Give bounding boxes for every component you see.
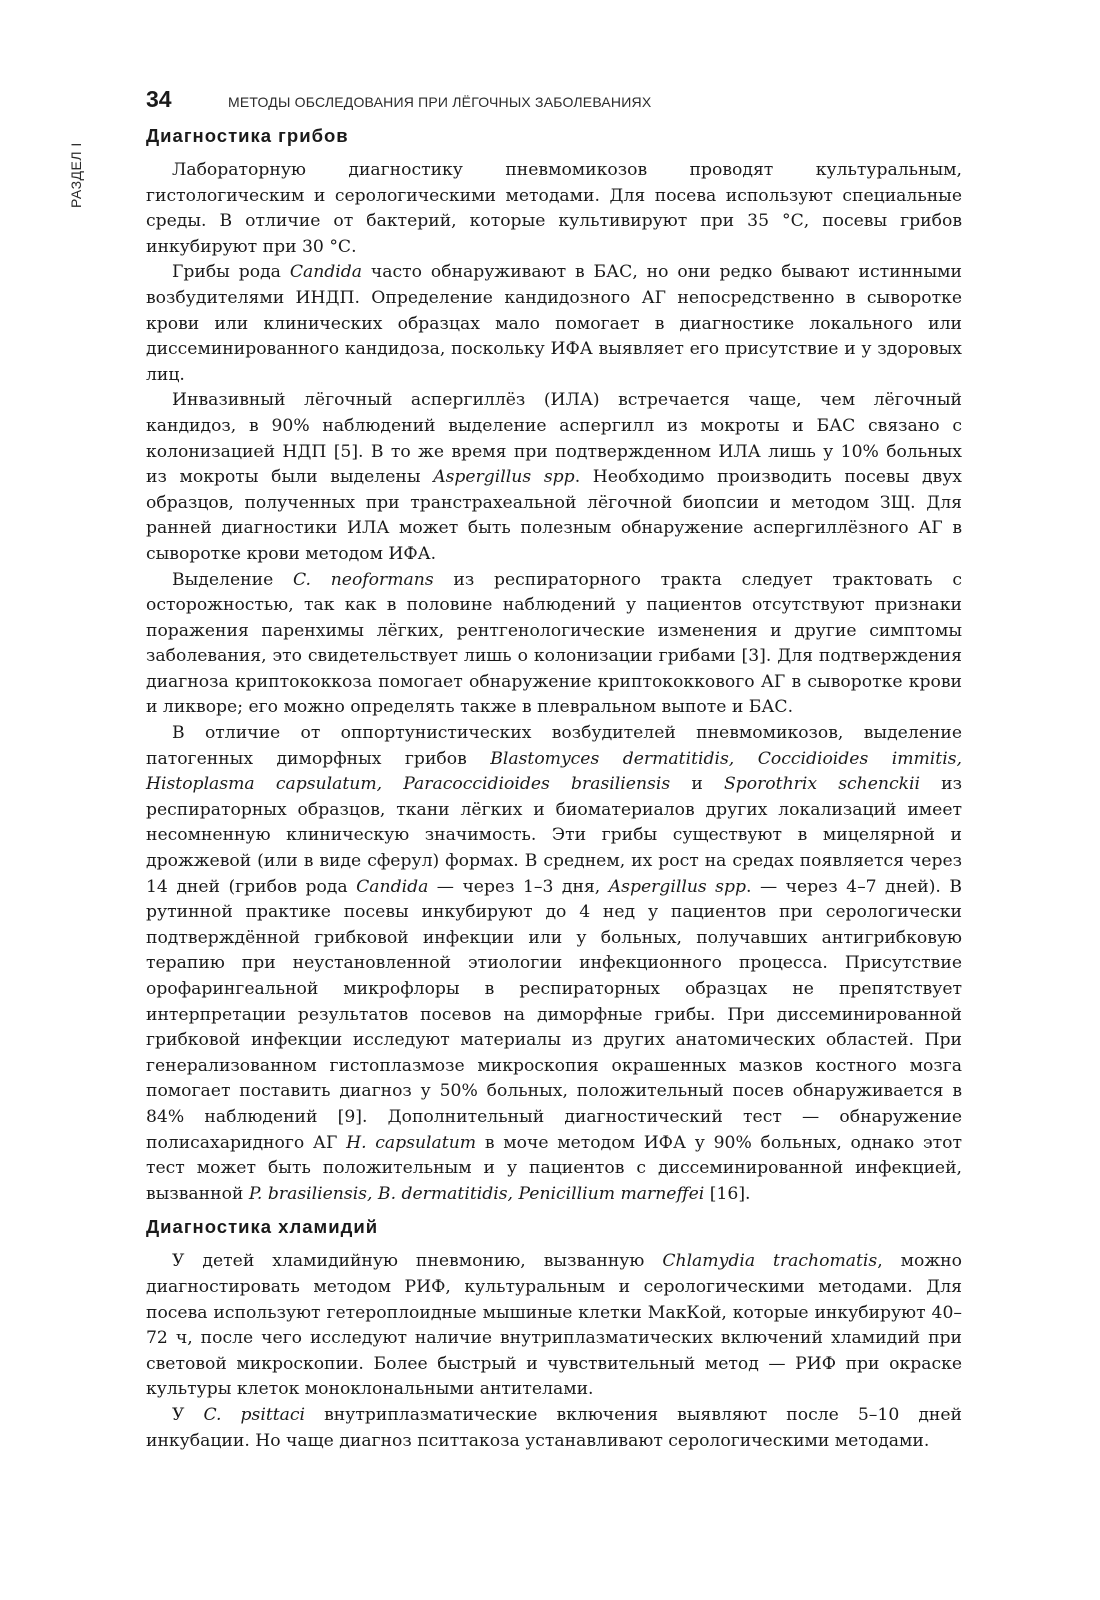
italic-text-run: Chlamydia trachomatis	[662, 1251, 878, 1272]
text-run: и	[670, 774, 724, 795]
page-body	[146, 124, 962, 1454]
section-heading: Диагностика грибов	[146, 125, 349, 146]
text-run: — через 1–3 дня,	[428, 876, 609, 897]
text-run: внутриплазматические включения выявляют после 5–10 дней инкубации. Но чаще диагноз пситтакоза устанавливают серологическими методами.	[146, 1404, 962, 1451]
text-run: . — через 4–7 дней). В рутинной практике посевы инкубируют до 4 нед у пациентов при серологически подтверждённой грибковой инфекции или у больных, получавших антигрибковую терапию при неустановленной этиологии инфекционного процесса. Присутствие орофарингеальной микрофлоры в респираторных образцах не препятствует интерпретации результатов посевов на диморфные грибы. При диссеминированной грибковой инфекции исследуют материалы из других анатомических областей. При генерализованном гистоплазмозе микроскопия окрашенных мазков костного мозга помогает поставить диагноз у 50% больных, положительный посев обнаруживается в 84% наблюдений [9]. Дополнительный диагностический тест — обнаружение полисахаридного АГ	[146, 876, 962, 1153]
text-run: из респираторного тракта следует трактовать с осторожностью, так как в половине наблюдений у пациентов отсутствуют признаки поражения паренхимы лёгких, рентгенологические изменения и другие симптомы заболевания, это свидетельствует лишь о колонизации грибами [3]. Для подтверждения диагноза криптококкоза помогает обнаружение криптококкового АГ в сыворотке крови и ликворе; его можно определять также в плевральном выпоте и БАС.	[146, 569, 962, 718]
text-run: Инвазивный лёгочный аспергиллёз (ИЛА) встречается чаще, чем лёгочный кандидоз, в 90% наблюдений выделение аспергилл из мокроты и БАС связано с колонизацией НДП [5]. В то же время при подтвержденном ИЛА лишь у 10% больных из мокроты были выделены	[146, 390, 962, 488]
italic-text-run: P. brasiliensis, B. dermatitidis, Penicillium marneffei	[248, 1183, 705, 1204]
body-paragraph	[146, 568, 962, 722]
text-run: Лабораторную диагностику пневмомикозов проводят культуральным, гистологическим и серологическими методами. Для посева используют специальные среды. В отличие от бактерий, которые культивируют при 35 °С, посевы грибов инкубируют при 30 °С.	[146, 160, 962, 257]
body-paragraph	[146, 158, 962, 260]
text-run: У	[172, 1404, 204, 1425]
italic-text-run: H. capsulatum	[346, 1132, 477, 1153]
text-run: , можно диагностировать методом РИФ, культуральным и серологическими методами. Для посева используют гетероплоидные мышиные клетки МакКой, которые инкубируют 40–72 ч, после чего исследуют наличие внутриплазматических включений хламидий при световой микроскопии. Более быстрый и чувствительный метод — РИФ при окраске культуры клеток моноклональными антителами.	[146, 1251, 962, 1400]
italic-text-run: Candida	[289, 262, 363, 283]
text-run: [16].	[704, 1183, 751, 1204]
body-paragraph	[146, 388, 962, 567]
text-run: . Необходимо производить посевы двух образцов, полученных при транстрахеальной лёгочной биопсии и методом ЗЩ. Для ранней диагностики ИЛА может быть полезным обнаружение аспергиллёзного АГ в сыворотке крови методом ИФА.	[146, 467, 963, 564]
text-run: Выделение	[172, 569, 293, 590]
section-heading: Диагностика хламидий	[146, 1216, 379, 1238]
italic-text-run: C. psittaci	[203, 1404, 306, 1425]
italic-text-run: Sporothrix schenckii	[723, 774, 921, 795]
body-paragraph	[146, 1403, 962, 1454]
body-paragraph	[146, 260, 962, 388]
body-paragraph	[146, 721, 962, 1207]
running-header	[146, 86, 966, 116]
text-run: часто обнаруживают в БАС, но они редко бывают истинными возбудителями ИНДП. Определение кандидозного АГ непосредственно в сыворотке крови или клинических образцах мало помогает в диагностике локального или диссеминированного кандидоза, поскольку ИФА выявляет его присутствие и у здоровых лиц.	[146, 262, 962, 385]
text-run: У детей хламидийную пневмонию, вызванную	[172, 1251, 663, 1272]
text-run: Грибы рода	[172, 262, 290, 283]
page-number: 34	[146, 86, 172, 112]
text-run: из респираторных образцов, ткани лёгких и биоматериалов других локализаций имеет несомненную клиническую значимость. Эти грибы существуют в мицелярной и дрожжевой (или в виде сферул) формах. В среднем, их рост на средах появляется через 14 дней (грибов рода	[146, 774, 963, 897]
italic-text-run: Aspergillus spp	[608, 876, 747, 897]
italic-text-run: Blastomyces dermatitidis, Coccidioides immitis, Histoplasma capsulatum, Paracoccidioides brasiliensis	[146, 748, 962, 795]
body-paragraph	[146, 1249, 962, 1403]
running-title: МЕТОДЫ ОБСЛЕДОВАНИЯ ПРИ ЛЁГОЧНЫХ ЗАБОЛЕВАНИЯХ	[228, 94, 652, 110]
text-run: в моче методом ИФА у 90% больных, однако этот тест может быть положительным и у пациентов с диссеминированной инфекцией, вызванной	[146, 1132, 963, 1204]
italic-text-run: Candida	[356, 876, 429, 897]
italic-text-run: C. neoformans	[292, 569, 434, 590]
italic-text-run: Aspergillus spp	[433, 467, 575, 488]
section-side-label: РАЗДЕЛ I	[68, 142, 84, 208]
text-run: В отличие от оппортунистических возбудителей пневмомикозов, выделение патогенных диморфных грибов	[146, 723, 962, 769]
